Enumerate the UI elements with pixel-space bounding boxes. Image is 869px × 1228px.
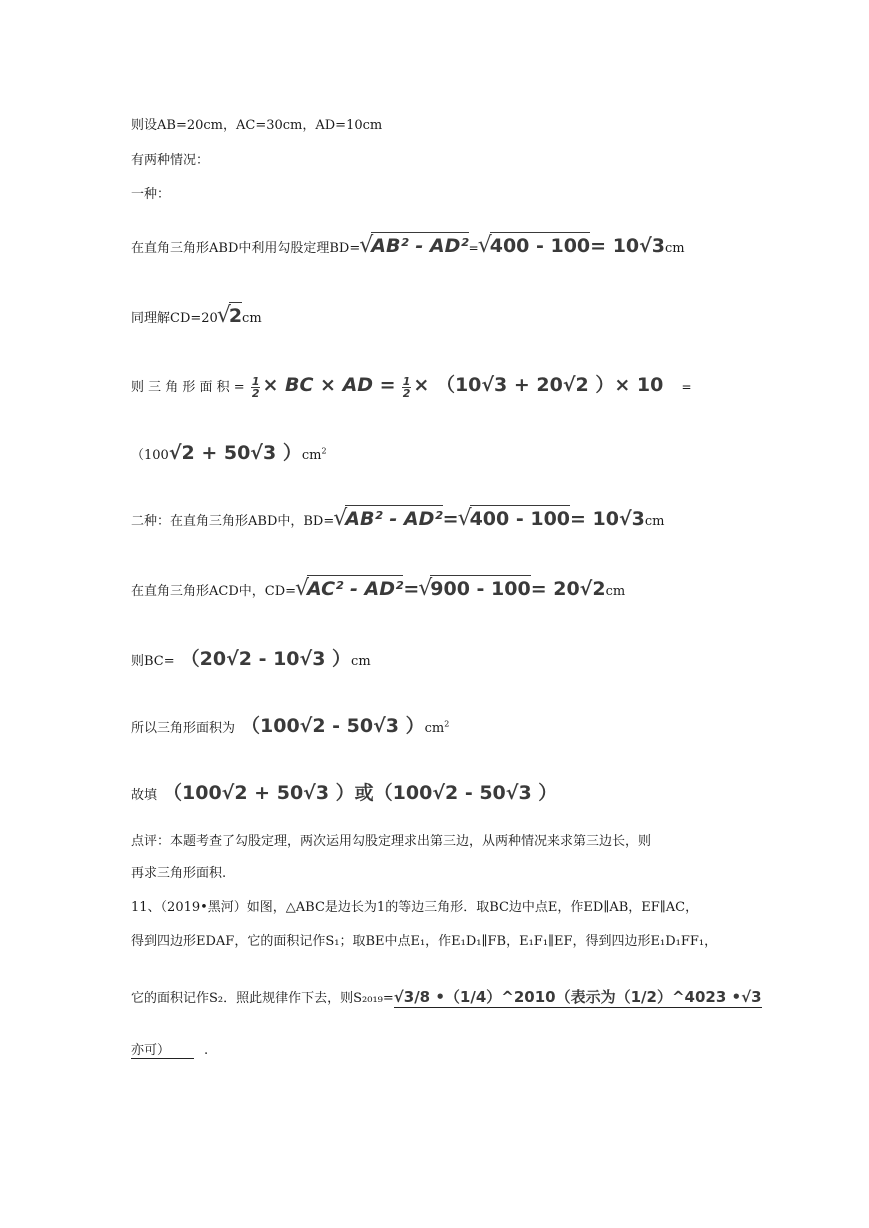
- radicand: 2: [229, 302, 242, 327]
- radical: [334, 505, 442, 530]
- formula-prefix: 则BC=: [131, 654, 175, 669]
- formula-prefix: 同理解CD=20: [131, 311, 218, 326]
- text-line: 点评：本题考查了勾股定理，两次运用勾股定理求出第三边，从两种情况来求第三边长，则: [131, 834, 652, 849]
- period: .: [204, 1043, 209, 1058]
- text-line: 有两种情况：: [131, 153, 210, 168]
- fraction: $\frac{1}{2}$: [402, 375, 411, 400]
- radical: [296, 575, 403, 600]
- formula-prefix: 在直角三角形ACD中，CD=: [131, 584, 297, 599]
- formula-line: [131, 778, 557, 805]
- radicand: AB² - AD²: [371, 232, 468, 257]
- result: = 10√3: [570, 508, 645, 530]
- formula-line: [131, 986, 762, 1008]
- result: = 20√2: [530, 578, 606, 600]
- expression: （100√2 + 50√3 ）或（100√2 - 50√3 ）: [163, 782, 558, 804]
- unit: cm: [605, 584, 626, 599]
- radicand: AC² - AD²: [307, 575, 403, 600]
- expression: （20√2 - 10√3 ）: [180, 648, 352, 670]
- expression: × BC × AD =: [262, 374, 396, 396]
- equals: =: [681, 380, 692, 394]
- expression: × （10√3 + 20√2 ）× 10: [413, 374, 664, 396]
- expression: （100√2 - 50√3 ）: [241, 715, 425, 737]
- text-line: 则设AB=20cm，AC=30cm，AD=10cm: [131, 118, 383, 133]
- formula-line: [131, 370, 692, 399]
- radical: [459, 505, 570, 530]
- equals: =: [442, 508, 459, 530]
- equals: =: [468, 241, 479, 255]
- unit: cm: [351, 654, 371, 669]
- text-line: 再求三角形面积.: [131, 866, 227, 881]
- unit: cm: [424, 721, 445, 736]
- text-line: 11、（2019•黑河）如图，△ABC是边长为1的等边三角形．取BC边中点E，作ED∥AB，EF∥AC，: [131, 900, 699, 915]
- fraction: $\frac{1}{2}$: [251, 375, 260, 400]
- formula-line: [131, 575, 625, 600]
- radical: [360, 232, 468, 257]
- formula-prefix: 故填: [131, 788, 158, 803]
- formula-line: [131, 644, 371, 671]
- text-line: [131, 1039, 208, 1059]
- unit: cm: [242, 311, 262, 326]
- formula-prefix: 二种：在直角三角形ABD中，BD=: [131, 514, 335, 529]
- radical: [419, 575, 530, 600]
- unit: cm: [665, 241, 685, 256]
- formula-prefix: 所以三角形面积为: [131, 721, 236, 736]
- radical: [479, 232, 590, 257]
- formula-prefix: 它的面积记作S₂．照此规律作下去，则S₂₀₁₉=: [131, 991, 394, 1006]
- radicand: 400 - 100: [470, 505, 570, 530]
- answer-blank: 亦可）: [131, 1039, 194, 1059]
- radicand: 900 - 100: [430, 575, 530, 600]
- formula-prefix: 则 三 角 形 面 积 =: [131, 380, 245, 395]
- text-line: 一种：: [131, 187, 171, 202]
- expression: √2 + 50√3 ）: [168, 442, 302, 464]
- unit: cm: [301, 448, 322, 463]
- formula-prefix: 在直角三角形ABD中利用勾股定理BD=: [131, 241, 361, 256]
- answer-blank: √3/8 •（1/4）^2010（表示为（1/2）^4023 •√3: [393, 988, 762, 1006]
- text-line: 得到四边形EDAF，它的面积记作S₁；取BE中点E₁，作E₁D₁∥FB，E₁F₁∥EF，得到四边形E₁D₁FF₁，: [131, 934, 718, 949]
- formula-prefix: （100: [131, 448, 169, 463]
- formula-line: （100√2 + 50√3 ）$cm^2$: [131, 442, 327, 464]
- formula-line: [131, 302, 262, 327]
- formula-line: [131, 505, 665, 530]
- radical: [218, 302, 242, 327]
- equals: =: [403, 578, 420, 600]
- result: = 10√3: [590, 235, 666, 257]
- radicand: AB² - AD²: [345, 505, 442, 530]
- formula-line: 所以三角形面积为 （100√2 - 50√3 ）$cm^2$: [131, 715, 450, 737]
- formula-line: [131, 232, 685, 257]
- unit: cm: [644, 514, 665, 529]
- radicand: 400 - 100: [490, 232, 590, 257]
